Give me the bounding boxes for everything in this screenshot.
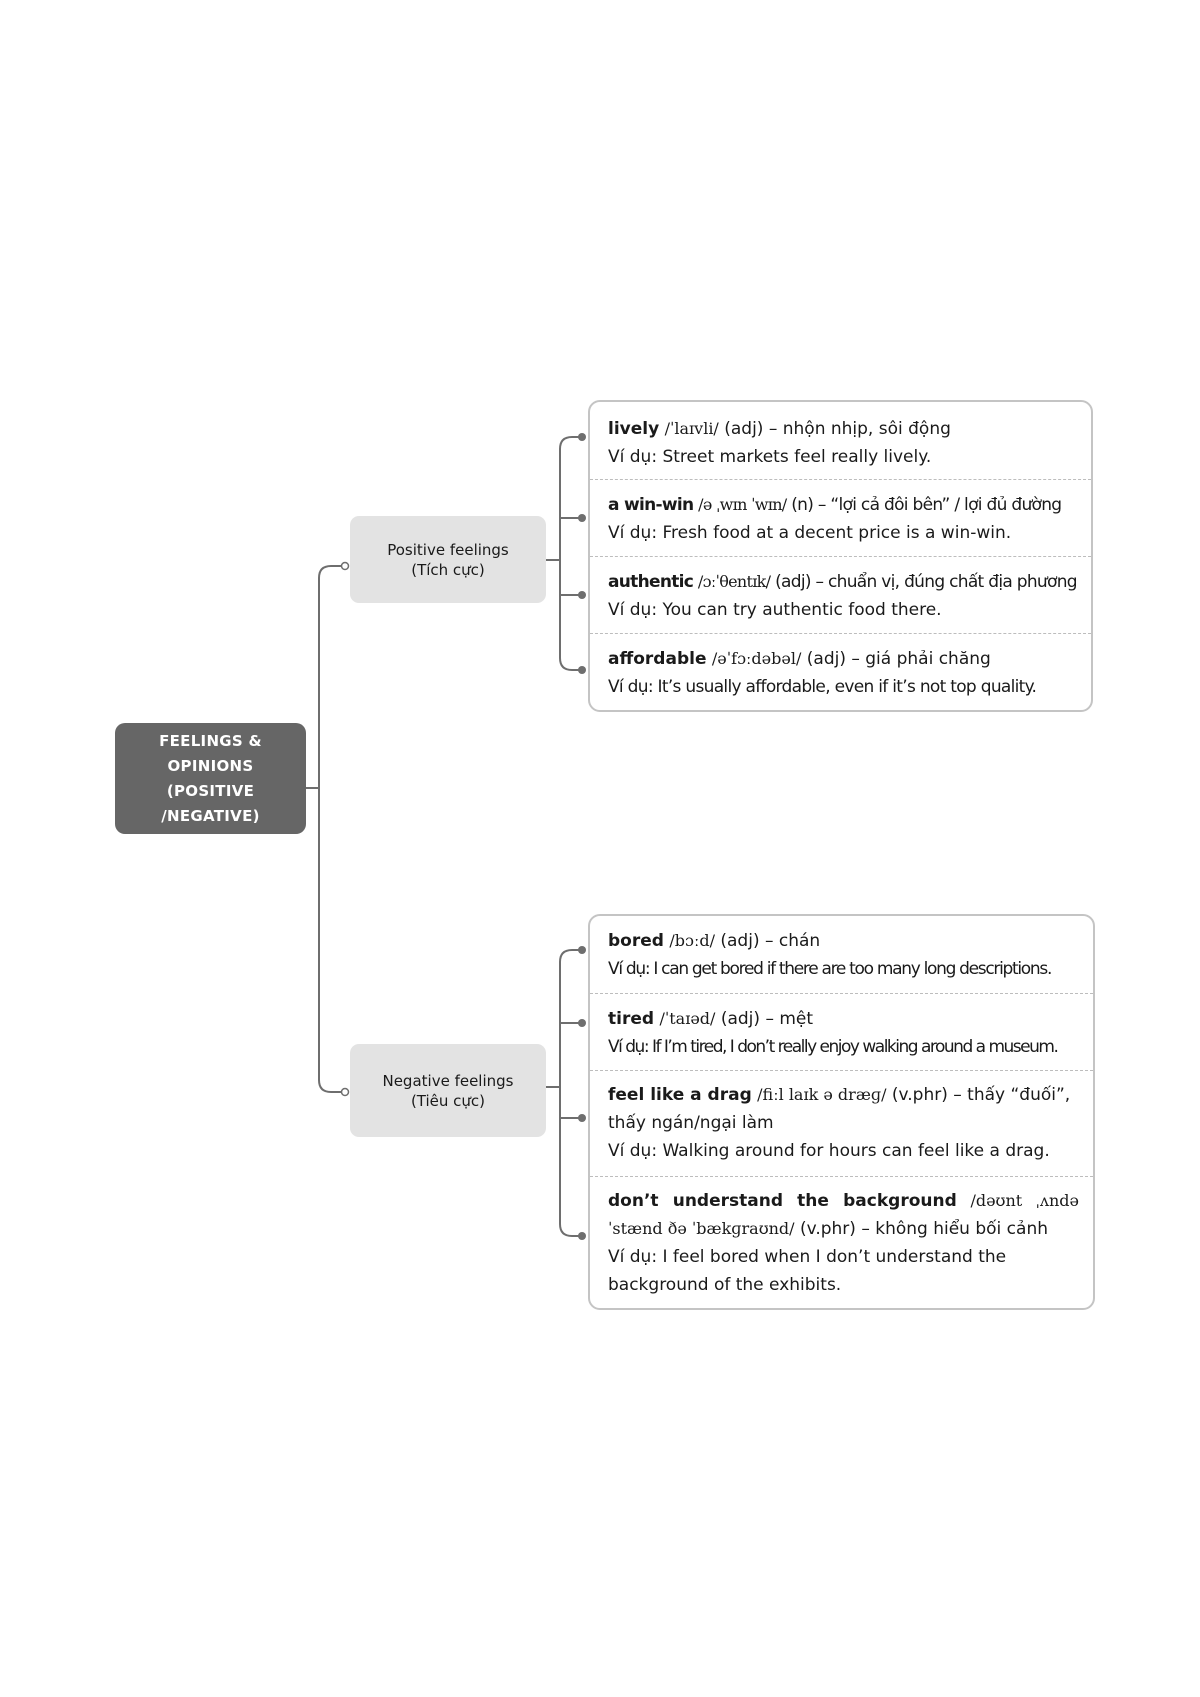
entry-ipa: /əˈfɔːdəbəl/ — [711, 649, 802, 668]
vocab-entry-feel-like-a-drag — [590, 1071, 1093, 1177]
entry-example: Ví dụ: I feel bored when I don’t understand the background of the exhibits. — [608, 1247, 1007, 1295]
entry-example: Ví dụ: Walking around for hours can feel like a drag. — [608, 1141, 1050, 1161]
connector-dot — [578, 1114, 586, 1122]
connector-dot — [578, 1019, 586, 1027]
vocab-entry-lively — [590, 402, 1091, 480]
root-node — [115, 723, 306, 834]
vocab-entry-bored — [590, 916, 1093, 994]
entry-term: bored — [608, 931, 664, 951]
entry-ipa: /ˈlaɪvli/ — [664, 419, 719, 438]
entry-term: feel like a drag — [608, 1085, 752, 1105]
connector-dot-positive-start — [342, 563, 349, 570]
vocab-entry-tired — [590, 994, 1093, 1071]
entry-meaning: (adj) – chuẩn vị, đúng chất địa phương — [775, 572, 1077, 592]
entry-term: a win-win — [608, 495, 694, 515]
entry-ipa: /dəʊnt ˌʌndəˈstænd ðə ˈbækɡraʊnd/ — [608, 1191, 1079, 1238]
positive-vocab-card — [588, 400, 1093, 712]
positive-label: Positive feelings — [387, 540, 509, 559]
entry-meaning: (adj) – giá phải chăng — [806, 649, 991, 669]
connector-dot — [578, 514, 586, 522]
entry-headline — [608, 927, 1079, 955]
entry-term: don’t understand the background — [608, 1191, 957, 1211]
entry-example: Ví dụ: You can try authentic food there. — [608, 600, 942, 620]
entry-ipa: /bɔːd/ — [669, 931, 715, 950]
connector-root-to-positive — [319, 566, 345, 788]
connector-dot — [578, 591, 586, 599]
entry-meaning: (adj) – nhộn nhịp, sôi động — [724, 419, 951, 439]
root-title-line1: FEELINGS & OPINIONS — [159, 731, 262, 775]
entry-example: Ví dụ: Street markets feel really lively. — [608, 447, 932, 467]
connector-dot — [578, 946, 586, 954]
connector-dot — [578, 666, 586, 674]
negative-label: Negative feelings — [382, 1071, 514, 1090]
entry-meaning: (v.phr) – không hiểu bối cảnh — [799, 1219, 1048, 1239]
entry-headline — [608, 415, 1077, 443]
positive-feelings-node — [350, 516, 546, 603]
entry-headline — [608, 645, 1077, 673]
entry-headline — [608, 1187, 1079, 1243]
entry-ipa: /ˈtaɪəd/ — [659, 1009, 716, 1028]
entry-ipa: /fiːl laɪk ə dræɡ/ — [757, 1085, 887, 1104]
connector-dot-negative-start — [342, 1089, 349, 1096]
entry-term: authentic — [608, 572, 694, 592]
connector-negative-bracket — [560, 950, 580, 1236]
entry-headline — [608, 1081, 1079, 1137]
entry-example: Ví dụ: Fresh food at a decent price is a win-win. — [608, 523, 1012, 543]
connector-dot — [578, 1232, 586, 1240]
vocab-entry-authentic — [590, 557, 1091, 634]
entry-headline — [608, 1005, 1079, 1033]
entry-term: lively — [608, 419, 660, 439]
negative-label-vi: (Tiêu cực) — [410, 1091, 486, 1110]
connector-positive-bracket — [560, 437, 580, 670]
negative-vocab-card — [588, 914, 1095, 1310]
vocab-entry-dont-understand-background — [590, 1177, 1093, 1310]
positive-label-vi: (Tích cực) — [411, 560, 485, 579]
entry-headline — [608, 491, 1077, 519]
entry-ipa: /ɔːˈθentɪk/ — [697, 572, 771, 591]
vocab-entry-win-win — [590, 480, 1091, 557]
connector-root-to-negative — [319, 788, 345, 1092]
entry-example: Ví dụ: I can get bored if there are too many long descriptions. — [608, 959, 1052, 979]
entry-example: Ví dụ: If I’m tired, I don’t really enjoy walking around a museum. — [608, 1037, 1058, 1057]
negative-feelings-node — [350, 1044, 546, 1137]
entry-meaning: (n) – “lợi cả đôi bên” / lợi đủ đường — [791, 495, 1062, 515]
entry-meaning: (adj) – chán — [720, 931, 821, 951]
entry-ipa: /ə ˌwɪn ˈwɪn/ — [698, 495, 787, 514]
entry-example: Ví dụ: It’s usually affordable, even if it’s not top quality. — [608, 677, 1037, 697]
root-title-line2: (POSITIVE /NEGATIVE) — [161, 781, 260, 825]
entry-term: affordable — [608, 649, 707, 669]
entry-term: tired — [608, 1009, 655, 1029]
entry-headline — [608, 568, 1077, 596]
connector-dot — [578, 433, 586, 441]
entry-meaning: (v.phr) – thấy “đuối”, thấy ngán/ngại làm — [608, 1085, 1071, 1133]
vocab-entry-affordable — [590, 634, 1091, 712]
entry-meaning: (adj) – mệt — [720, 1009, 814, 1029]
